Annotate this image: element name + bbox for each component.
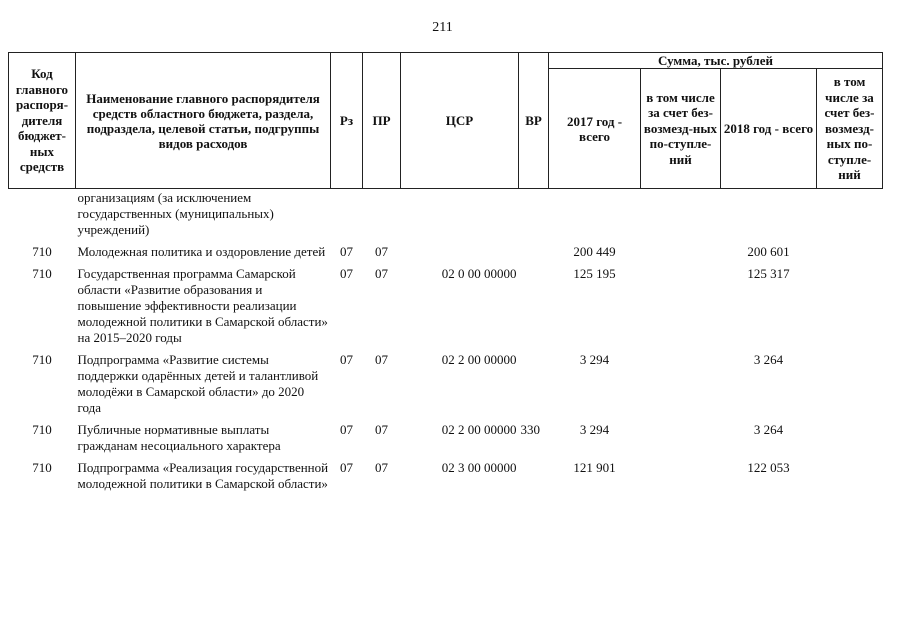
cell-grants-2017 — [641, 458, 721, 496]
header-2018-grants: в том числе за счет без-возмезд-ных по-ступле-ний — [817, 69, 883, 189]
budget-table — [8, 52, 883, 496]
cell-csr — [401, 189, 519, 243]
cell-sum-2018: 122 053 — [747, 460, 790, 475]
cell-csr: 02 2 00 00000 — [441, 422, 517, 437]
cell-pr — [363, 189, 401, 243]
table-row — [9, 189, 883, 243]
cell-code: 710 — [32, 244, 52, 259]
cell-csr — [401, 242, 519, 264]
cell-code: 710 — [32, 422, 52, 437]
table-row — [9, 350, 883, 420]
cell-grants-2017 — [641, 264, 721, 350]
header-name: Наименование главного распорядителя средств областного бюджета, раздела, подраздела, целевой статьи, подгруппы видов расходов — [76, 53, 331, 189]
cell-vr — [519, 189, 549, 243]
cell-rz — [331, 189, 363, 243]
cell-rz: 07 — [340, 422, 353, 437]
cell-rz: 07 — [340, 352, 353, 367]
cell-grants-2017 — [641, 242, 721, 264]
cell-name: Подпрограмма «Развитие системы поддержки одарённых детей и талантливой молодёжи в Самарской области» до 2020 года — [77, 352, 319, 415]
cell-sum-2018 — [721, 189, 817, 243]
header-code: Код главного распоря-дителя бюджет-ных средств — [9, 53, 76, 189]
cell-pr: 07 — [375, 244, 388, 259]
cell-sum-2017: 3 294 — [579, 422, 610, 437]
cell-sum-2018: 200 601 — [747, 244, 790, 259]
table-row — [9, 242, 883, 264]
cell-pr: 07 — [375, 266, 388, 281]
cell-grants-2017 — [641, 189, 721, 243]
table-row — [9, 458, 883, 496]
cell-vr — [519, 458, 549, 496]
page-number: 211 — [432, 20, 453, 35]
cell-sum-2017: 125 195 — [573, 266, 616, 281]
table-body — [9, 189, 883, 497]
cell-sum-2018: 3 264 — [753, 422, 784, 437]
header-csr: ЦСР — [401, 53, 519, 189]
cell-code — [9, 189, 76, 243]
cell-code: 710 — [32, 460, 52, 475]
cell-grants-2018 — [817, 350, 883, 420]
cell-sum-2018: 125 317 — [747, 266, 790, 281]
cell-grants-2017 — [641, 420, 721, 458]
cell-csr: 02 3 00 00000 — [441, 460, 517, 475]
header-pr: ПР — [363, 53, 401, 189]
cell-grants-2018 — [817, 264, 883, 350]
cell-rz: 07 — [340, 460, 353, 475]
cell-vr: 330 — [520, 422, 540, 437]
cell-sum-2017: 121 901 — [573, 460, 616, 475]
cell-name: Молодежная политика и оздоровление детей — [77, 244, 326, 259]
cell-sum-2017: 200 449 — [573, 244, 616, 259]
header-2017-grants: в том числе за счет без-возмезд-ных по-ступле-ний — [641, 69, 721, 189]
cell-rz: 07 — [340, 266, 353, 281]
header-sum: Сумма, тыс. рублей — [549, 53, 883, 69]
cell-name: Публичные нормативные выплаты гражданам несоциального характера — [77, 422, 281, 453]
header-2017-total: 2017 год - всего — [549, 69, 641, 189]
table-header — [9, 53, 883, 189]
cell-pr: 07 — [375, 460, 388, 475]
cell-code: 710 — [32, 352, 52, 367]
cell-sum-2017: 3 294 — [579, 352, 610, 367]
header-rz: Рз — [331, 53, 363, 189]
cell-pr: 07 — [375, 352, 388, 367]
cell-csr: 02 0 00 00000 — [441, 266, 517, 281]
cell-vr — [519, 242, 549, 264]
cell-code: 710 — [32, 266, 52, 281]
cell-name: Подпрограмма «Реализация государственной молодежной политики в Самарской области» — [77, 460, 329, 491]
cell-grants-2018 — [817, 189, 883, 243]
header-vr: ВР — [519, 53, 549, 189]
cell-vr — [519, 350, 549, 420]
header-2018-total: 2018 год - всего — [721, 69, 817, 189]
cell-sum-2018: 3 264 — [753, 352, 784, 367]
cell-grants-2018 — [817, 420, 883, 458]
cell-rz: 07 — [340, 244, 353, 259]
cell-grants-2018 — [817, 242, 883, 264]
cell-vr — [519, 264, 549, 350]
cell-pr: 07 — [375, 422, 388, 437]
cell-name: Государственная программа Самарской области «Развитие образования и повышение эффективности реализации молодежной политики в Самарской области» на 2015–2020 годы — [77, 266, 328, 345]
cell-grants-2017 — [641, 350, 721, 420]
cell-grants-2018 — [817, 458, 883, 496]
table-row — [9, 264, 883, 350]
cell-name: организациям (за исключением государственных (муниципальных) учреждений) — [77, 190, 274, 237]
cell-csr: 02 2 00 00000 — [441, 352, 517, 367]
cell-sum-2017 — [549, 189, 641, 243]
table-row — [9, 420, 883, 458]
